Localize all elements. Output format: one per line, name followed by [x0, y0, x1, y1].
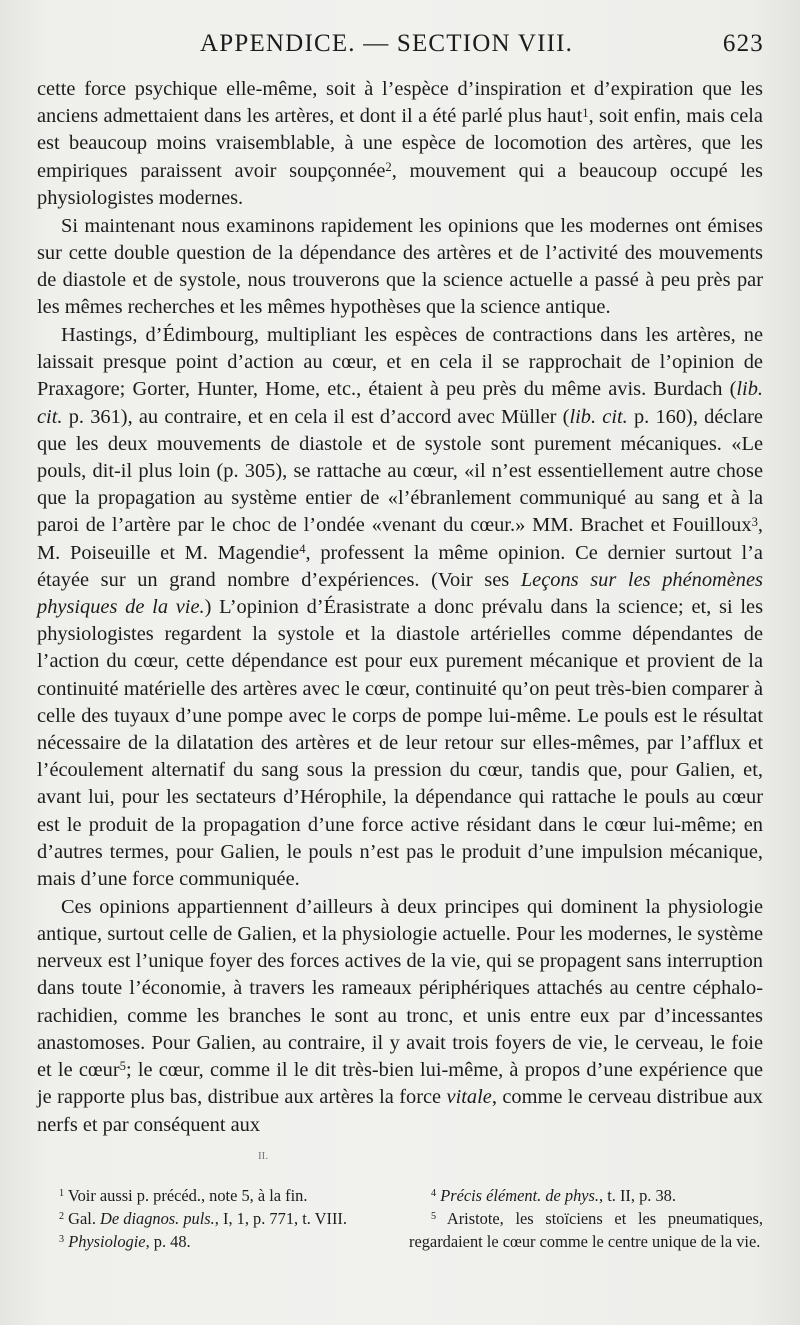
text-run: , soit enfin, mais cela est beaucoup moins vraisemblable, à une espèce de locomotion des artères, que les empiriques paraissent avoir soupçonnée	[37, 105, 763, 182]
footnote	[409, 1184, 763, 1207]
footnote-ref: 5	[431, 1211, 437, 1223]
paragraph	[37, 894, 763, 1139]
footnotes-left-column	[37, 1184, 392, 1253]
text-run: , t. II, p. 38.	[599, 1186, 676, 1205]
footnote-ref: 5	[119, 1059, 126, 1074]
running-title: APPENDICE. — SECTION VIII.	[200, 30, 574, 57]
footnote-ref: 4	[431, 1188, 437, 1200]
footnote	[37, 1184, 392, 1207]
italic-text: Physiologie	[68, 1232, 146, 1251]
text-run: Gal.	[64, 1209, 101, 1228]
signature-mark: II.	[258, 1150, 269, 1162]
footnotes-right-column	[409, 1184, 763, 1253]
text-run: ; le cœur, comme il le dit très-bien lui-même, à propos d’une expérience que je rapporte plus bas, distribue aux artères la force	[37, 1059, 763, 1109]
text-run: , I, 1, p. 771, t. VIII.	[214, 1209, 347, 1228]
italic-text: De diagnos. puls.	[100, 1209, 215, 1228]
italic-text: vitale	[446, 1086, 492, 1109]
italic-text: Précis élément. de phys.	[440, 1186, 600, 1205]
footnote-ref: 4	[299, 541, 306, 556]
footnote-ref: 3	[751, 514, 758, 529]
text-run: Voir aussi p. précéd., note 5, à la fin.	[64, 1186, 308, 1205]
paragraph	[37, 213, 763, 322]
text-run: Si maintenant nous examinons rapidement les opinions que les modernes ont émises sur cette double question de la dépendance des artères et de l’activité des mouvements de diastole et de systole, nous trouverons que la science actuelle a passé à peu près par les mêmes recherches et les mêmes hypothèses que la science antique.	[37, 214, 763, 319]
running-head	[60, 30, 764, 66]
paragraph	[37, 76, 763, 212]
italic-text: lib. cit.	[569, 405, 628, 428]
text-run: , mouvement qui a beaucoup occupé les physiologistes modernes.	[37, 159, 763, 209]
footnote-ref: 2	[385, 159, 392, 174]
footnote-ref: 3	[59, 1234, 65, 1246]
text-run: , comme le cerveau distribue aux nerfs et par conséquent aux	[37, 1086, 763, 1136]
text-run: , professent la même opinion. Ce dernier surtout l’a étayée sur un grand nombre d’expériences. (Voir ses	[37, 541, 763, 591]
text-run: cette force psychique elle-même, soit à l’espèce d’inspiration et d’expiration que les anciens admettaient dans les artères, et dont il a été parlé plus haut	[37, 78, 763, 128]
italic-text: lib. cit.	[37, 378, 763, 428]
footnote-ref: 1	[582, 105, 589, 120]
paragraph	[37, 322, 763, 893]
page-number: 623	[722, 30, 764, 57]
footnote	[409, 1207, 763, 1253]
text-run: , p. 48.	[145, 1232, 191, 1251]
footnote	[37, 1230, 392, 1253]
footnote	[37, 1207, 392, 1230]
text-run: Hastings, d’Édimbourg, multipliant les espèces de contractions dans les artères, ne laissait presque point d’action au cœur, et en cela il se rapprochait de l’opinion de Praxagore; Gorter, Hunter, Home, etc., étaient à peu près du même avis. Burdach (	[37, 324, 763, 401]
text-run: , M. Poiseuille et M. Magendie	[37, 514, 763, 564]
italic-text: Leçons sur les phénomènes physiques de la vie.	[37, 568, 763, 619]
footnote-ref: 2	[59, 1211, 65, 1223]
footnote-ref: 1	[59, 1188, 65, 1200]
text-run: p. 361), au contraire, et en cela il est d’accord avec Müller (	[62, 405, 570, 428]
body-text	[37, 76, 763, 1139]
text-run: ) L’opinion d’Érasistrate a donc prévalu dans la science; et, si les physiologistes regardent la systole et la diastole artérielles comme dépendantes de l’action du cœur, cette dépendance est pour eux purement mécanique et provient de la continuité matérielle des artères avec le cœur, continuité qu’on peut très-bien comparer à celle des tuyaux d’une pompe avec le corps de pompe lui-même. Le pouls est le résultat nécessaire de la dilatation des artères et de leur retour sur elles-mêmes, par l’afflux et l’écoulement alternatif du sang sous la pression du cœur, tandis que, pour Galien, et, avant lui, pour les sectateurs d’Hérophile, la dépendance qui rattache le pouls au cœur est le produit de la propagation d’une force active résidant dans le cœur lui-même; en d’autres termes, pour Galien, le pouls n’est pas le produit d’une impulsion mécanique, mais d’une force communiquée.	[37, 596, 764, 891]
text-run: Aristote, les stoïciens et les pneumatiques, regardaient le cœur comme le centre unique de la vie.	[409, 1209, 763, 1251]
text-run: p. 160), déclare que les deux mouvements de diastole et de systole sont purement mécaniques. «Le pouls, dit-il plus loin (p. 305), se rattache au cœur, «il n’est essentiellement autre chose que la propagation au système entier de «l’ébranlement communiqué au sang et à la paroi de l’artère par le choc de l’ondée «venant du cœur.» MM. Brachet et Fouilloux	[37, 405, 763, 537]
text-run: Ces opinions appartiennent d’ailleurs à deux principes qui dominent la physiologie antique, surtout celle de Galien, et la physiologie actuelle. Pour les modernes, le système nerveux est l’unique foyer des forces actives de la vie, qui se propagent sans interruption dans toute l’économie, à travers les rameaux périphériques attachés au centre céphalo-rachidien, comme les branches le sont au tronc, et unis entre eux par d’incessantes anastomoses. Pour Galien, au contraire, il y avait trois foyers de vie, le cerveau, le foie et le cœur	[37, 895, 763, 1082]
